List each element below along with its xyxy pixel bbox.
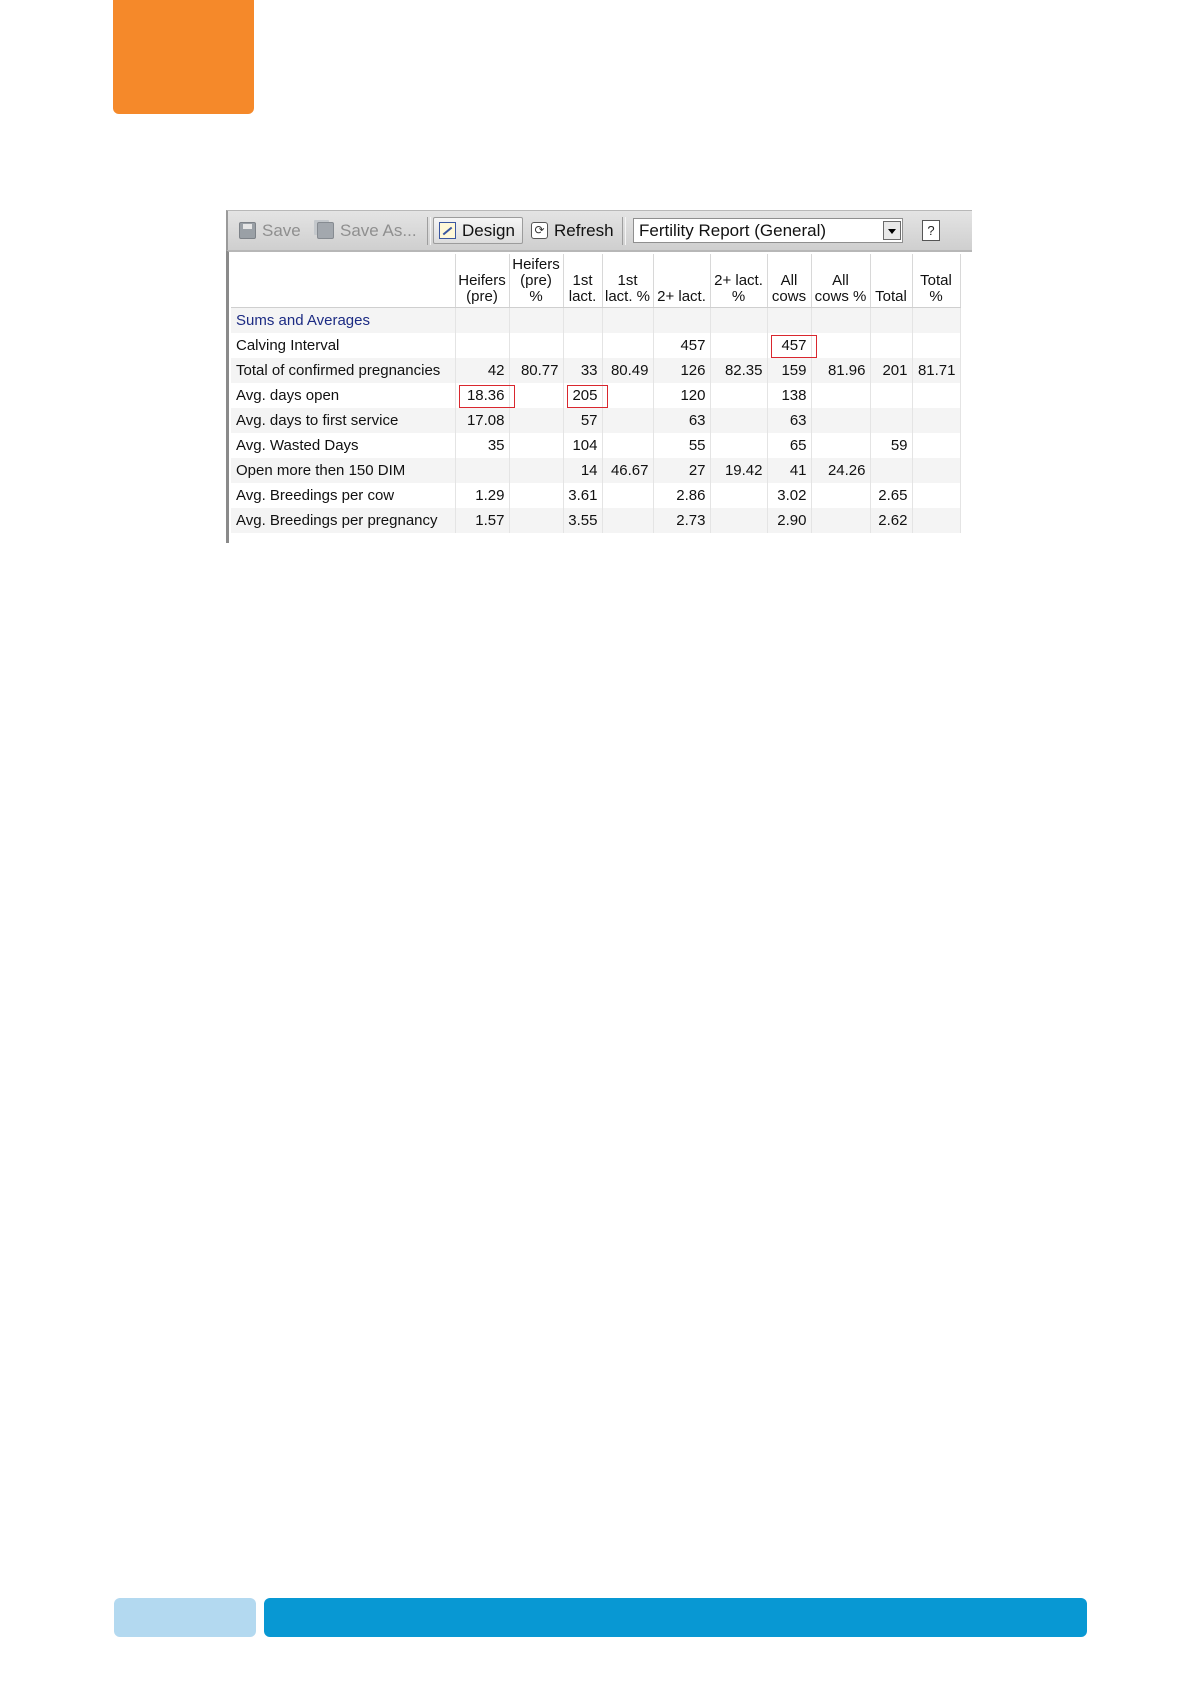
table-cell (455, 333, 509, 358)
table-cell: 33 (563, 358, 602, 383)
save-button[interactable] (234, 217, 306, 244)
orange-corner-tab (113, 0, 254, 114)
table-cell (912, 508, 960, 533)
column-header[interactable]: 1st lact. % (602, 254, 653, 308)
table-cell: 2.86 (653, 483, 710, 508)
table-row[interactable] (231, 358, 960, 383)
column-header[interactable]: Total (870, 254, 912, 308)
save-as-button-label: Save As... (340, 220, 417, 240)
table-cell: 2.73 (653, 508, 710, 533)
table-cell (912, 433, 960, 458)
design-button-label: Design (462, 220, 515, 240)
table-row[interactable] (231, 458, 960, 483)
save-disk-icon (239, 222, 256, 239)
table-cell (653, 308, 710, 334)
table-cell (811, 508, 870, 533)
table-cell (811, 483, 870, 508)
row-label: Avg. Wasted Days (231, 433, 455, 458)
table-cell: 159 (767, 358, 811, 383)
table-cell (811, 333, 870, 358)
table-cell: 138 (767, 383, 811, 408)
table-cell (509, 408, 563, 433)
column-header[interactable]: 2+ lact. % (710, 254, 767, 308)
toolbar-separator (427, 217, 431, 245)
table-cell: 1.29 (455, 483, 509, 508)
column-header[interactable]: Heifers (pre) (455, 254, 509, 308)
table-cell: 2.90 (767, 508, 811, 533)
table-cell: 201 (870, 358, 912, 383)
table-cell (870, 308, 912, 334)
table-cell (870, 333, 912, 358)
table-cell (509, 433, 563, 458)
column-header[interactable]: 2+ lact. (653, 254, 710, 308)
table-cell: 1.57 (455, 508, 509, 533)
table-cell (811, 408, 870, 433)
toolbar-separator (622, 217, 626, 245)
table-cell (563, 308, 602, 334)
table-cell (710, 333, 767, 358)
row-label: Open more then 150 DIM (231, 458, 455, 483)
table-cell: 14 (563, 458, 602, 483)
report-select[interactable] (633, 218, 903, 243)
column-header[interactable]: Total % (912, 254, 960, 308)
table-cell (912, 333, 960, 358)
table-row[interactable] (231, 408, 960, 433)
table-cell: 2.62 (870, 508, 912, 533)
column-header[interactable]: All cows % (811, 254, 870, 308)
table-cell (811, 433, 870, 458)
table-cell (602, 308, 653, 334)
table-cell (912, 483, 960, 508)
column-header[interactable] (231, 254, 455, 308)
table-cell (811, 308, 870, 334)
table-cell: 63 (653, 408, 710, 433)
design-button[interactable] (433, 217, 523, 244)
table-cell (509, 383, 563, 408)
table-cell: 82.35 (710, 358, 767, 383)
row-label: Avg. days to first service (231, 408, 455, 433)
table-cell: 80.77 (509, 358, 563, 383)
table-cell (602, 483, 653, 508)
table-cell: 55 (653, 433, 710, 458)
table-cell (509, 333, 563, 358)
table-cell (870, 408, 912, 433)
table-cell: 59 (870, 433, 912, 458)
table-cell (455, 458, 509, 483)
table-cell: 104 (563, 433, 602, 458)
table-cell: 3.55 (563, 508, 602, 533)
table-cell: 57 (563, 408, 602, 433)
column-header[interactable]: 1st lact. (563, 254, 602, 308)
table-cell (602, 508, 653, 533)
table-cell (509, 308, 563, 334)
highlighted-cell: 18.36 (455, 383, 509, 408)
table-cell: 80.49 (602, 358, 653, 383)
table-cell (912, 308, 960, 334)
refresh-icon: ⟳ (531, 222, 548, 239)
footer-blue-bar (264, 1598, 1087, 1637)
table-cell (912, 408, 960, 433)
table-cell: 17.08 (455, 408, 509, 433)
table-cell (870, 458, 912, 483)
column-header[interactable]: All cows (767, 254, 811, 308)
table-cell: 42 (455, 358, 509, 383)
table-section-row (231, 308, 960, 334)
report-select-value: Fertility Report (General) (639, 220, 827, 240)
table-cell (602, 408, 653, 433)
table-header-row (231, 254, 960, 308)
table-cell (455, 308, 509, 334)
table-row[interactable] (231, 383, 960, 408)
table-cell (870, 383, 912, 408)
table-cell: 65 (767, 433, 811, 458)
table-cell (811, 383, 870, 408)
table-cell: 126 (653, 358, 710, 383)
table-cell: 63 (767, 408, 811, 433)
footer-light-bar (114, 1598, 256, 1637)
table-cell: 3.02 (767, 483, 811, 508)
table-cell: 457 (653, 333, 710, 358)
table-row[interactable] (231, 483, 960, 508)
table-cell (509, 508, 563, 533)
table-cell (602, 433, 653, 458)
report-grid (226, 250, 972, 543)
refresh-button[interactable] (526, 217, 619, 244)
table-cell: 27 (653, 458, 710, 483)
table-cell: 120 (653, 383, 710, 408)
save-as-disks-icon (317, 222, 334, 239)
design-pencil-icon (439, 222, 456, 239)
table-cell (509, 483, 563, 508)
help-icon: ? (927, 223, 935, 238)
report-screenshot (226, 210, 972, 543)
table-cell: 2.65 (870, 483, 912, 508)
highlighted-cell: 457 (767, 333, 811, 358)
table-cell (710, 483, 767, 508)
save-as-button[interactable] (312, 217, 422, 244)
table-cell: 3.61 (563, 483, 602, 508)
table-cell: 24.26 (811, 458, 870, 483)
table-row[interactable] (231, 508, 960, 533)
table-row[interactable] (231, 433, 960, 458)
chevron-down-icon[interactable] (883, 221, 901, 240)
section-label: Sums and Averages (231, 308, 455, 334)
table-cell: 81.96 (811, 358, 870, 383)
table-cell (710, 383, 767, 408)
table-cell (912, 383, 960, 408)
row-label: Avg. Breedings per pregnancy (231, 508, 455, 533)
table-cell (710, 508, 767, 533)
table-row[interactable] (231, 333, 960, 358)
table-cell: 35 (455, 433, 509, 458)
table-cell (710, 308, 767, 334)
table-cell: 41 (767, 458, 811, 483)
row-label: Avg. days open (231, 383, 455, 408)
table-cell: 81.71 (912, 358, 960, 383)
table-cell (710, 433, 767, 458)
column-header[interactable]: Heifers (pre) % (509, 254, 563, 308)
row-label: Calving Interval (231, 333, 455, 358)
toolbar (226, 210, 972, 250)
row-label: Total of confirmed pregnancies (231, 358, 455, 383)
table-cell (767, 308, 811, 334)
help-button[interactable] (922, 220, 940, 241)
row-label: Avg. Breedings per cow (231, 483, 455, 508)
table-cell (602, 383, 653, 408)
table-cell (509, 458, 563, 483)
save-button-label: Save (262, 220, 301, 240)
report-table (231, 254, 961, 533)
refresh-button-label: Refresh (554, 220, 614, 240)
table-cell (602, 333, 653, 358)
table-cell: 19.42 (710, 458, 767, 483)
highlighted-cell: 205 (563, 383, 602, 408)
table-cell (563, 333, 602, 358)
table-cell (710, 408, 767, 433)
table-cell: 46.67 (602, 458, 653, 483)
table-cell (912, 458, 960, 483)
